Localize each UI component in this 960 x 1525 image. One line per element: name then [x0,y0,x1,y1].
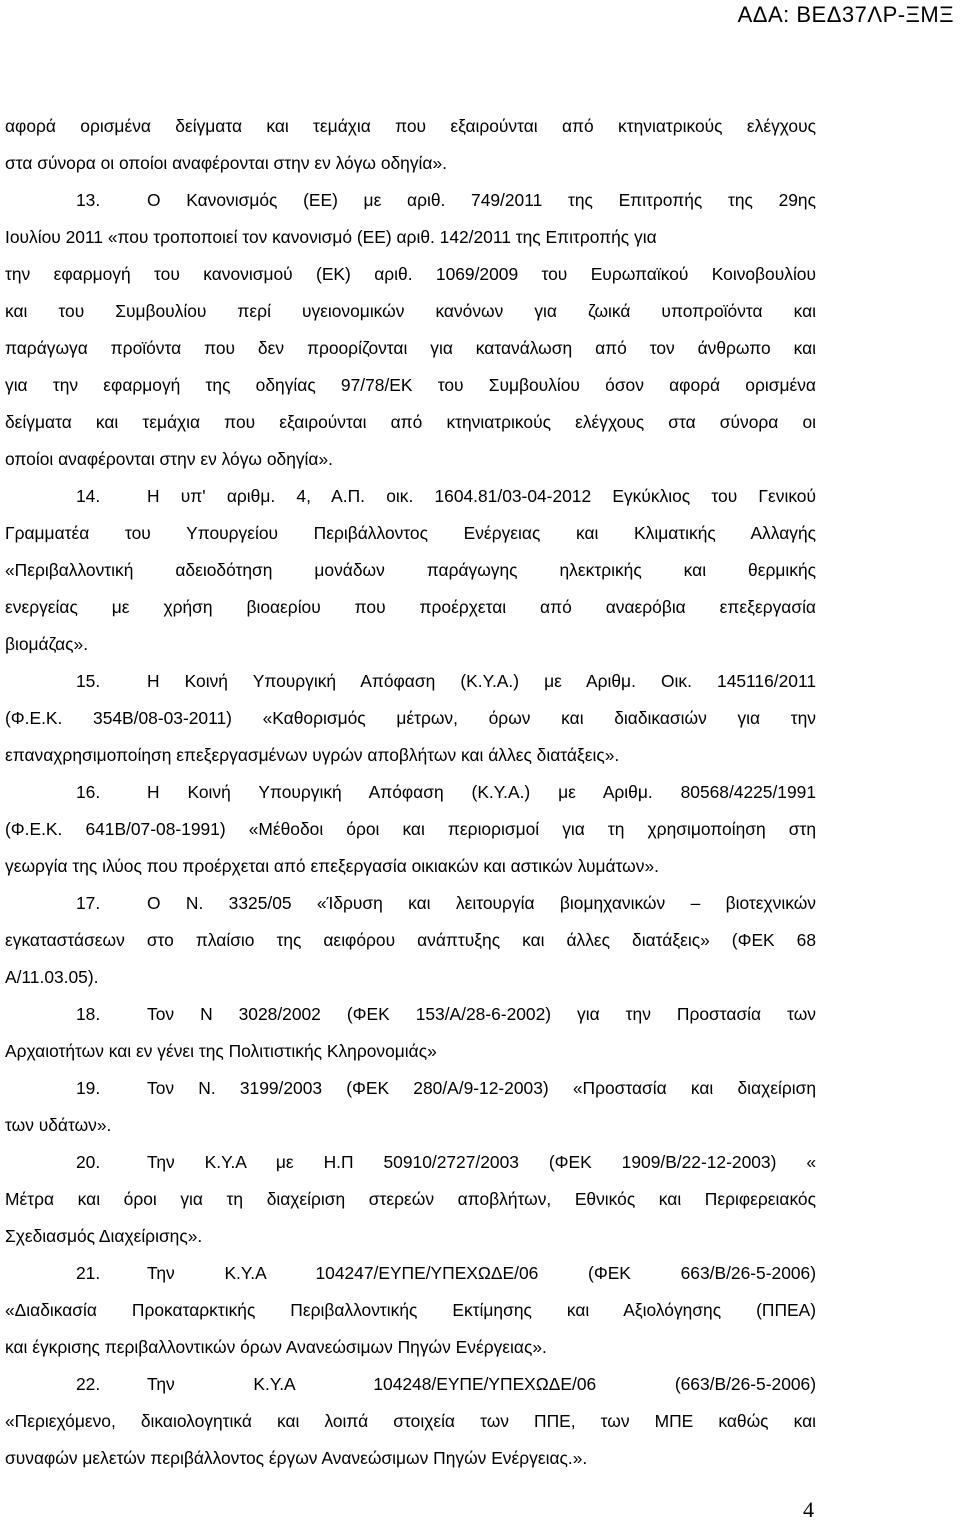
line-text: (Φ.Ε.Κ. 354Β/08-03-2011) «Καθορισμός μέτρων, όρων και διαδικασιών για την [5,708,816,728]
numbered-item-line [5,1144,816,1181]
line-text: Σχεδιασμός Διαχείρισης». [5,1226,203,1246]
numbered-item-line [5,774,816,811]
item-number: 19. [76,1078,101,1098]
numbered-item-line [5,885,816,922]
text-line [5,552,816,589]
text-line [5,1218,816,1255]
line-text: Την Κ.Υ.Α 104248/ΕΥΠΕ/ΥΠΕΧΩΔΕ/06 (663/Β/26-5-2006) [147,1374,816,1394]
line-text: αφορά ορισμένα δείγματα και τεμάχια που εξαιρούνται από κτηνιατρικούς ελέγχους [5,116,816,136]
line-text: Γραμματέα του Υπουργείου Περιβάλλοντος Ενέργειας και Κλιματικής Αλλαγής [5,523,816,543]
line-text: Την Κ.Υ.Α 104247/ΕΥΠΕ/ΥΠΕΧΩΔΕ/06 (ΦΕΚ 663/Β/26-5-2006) [147,1263,816,1283]
item-number: 13. [76,190,101,210]
numbered-item-line [5,478,816,515]
numbered-item-line [5,996,816,1033]
text-line [5,515,816,552]
line-text: «Περιβαλλοντική αδειοδότηση μονάδων παράγωγης ηλεκτρικής και θερμικής [5,560,816,580]
line-text: για την εφαρμογή της οδηγίας 97/78/ΕΚ του Συμβουλίου όσον αφορά ορισμένα [5,375,816,395]
text-line [5,1329,816,1366]
line-text: γεωργία της ιλύος που προέρχεται από επεξεργασία οικιακών και αστικών λυμάτων». [5,856,659,876]
line-text: επαναχρησιμοποίηση επεξεργασμένων υγρών αποβλήτων και άλλες διατάξεις». [5,745,620,765]
item-number: 20. [76,1152,101,1172]
item-number: 22. [76,1374,101,1394]
line-indent [5,1070,76,1107]
line-text: Η Κοινή Υπουργική Απόφαση (Κ.Υ.Α.) με Αριθμ. Οικ. 145116/2011 [147,671,816,691]
line-indent [5,478,76,515]
line-text: «Διαδικασία Προκαταρκτικής Περιβαλλοντικής Εκτίμησης και Αξιολόγησης (ΠΠΕΑ) [5,1300,816,1320]
line-text: την εφαρμογή του κανονισμού (ΕΚ) αριθ. 1069/2009 του Ευρωπαϊκού Κοινοβουλίου [5,264,816,284]
document-id-header: ΑΔΑ: ΒΕΔ37ΛΡ-ΞΜΞ [737,2,954,27]
text-line [5,330,816,367]
item-number: 21. [76,1263,101,1283]
numbered-item-line [5,1366,816,1403]
text-line [5,626,816,663]
text-line [5,700,816,737]
text-line [5,959,816,996]
numbered-item-line [5,182,816,219]
text-line [5,811,816,848]
line-text: συναφών μελετών περιβάλλοντος έργων Ανανεώσιμων Πηγών Ενέργειας.». [5,1448,588,1468]
text-line [5,293,816,330]
line-text: βιομάζας». [5,634,89,654]
text-line [5,441,816,478]
line-indent [5,1366,76,1403]
line-text: δείγματα και τεμάχια που εξαιρούνται από κτηνιατρικούς ελέγχους στα σύνορα οι [5,412,816,432]
text-line [5,1107,816,1144]
item-number: 17. [76,893,101,913]
line-text: Ιουλίου 2011 «που τροποποιεί τον κανονισμό (ΕΕ) αριθ. 142/2011 της Επιτροπής για [5,227,657,247]
numbered-item-line [5,1070,816,1107]
page-number: 4 [803,1497,814,1522]
line-text: και του Συμβουλίου περί υγειονομικών κανόνων για ζωικά υποπροϊόντα και [5,301,816,321]
line-indent [5,774,76,811]
text-line [5,1440,816,1477]
line-text: των υδάτων». [5,1115,112,1135]
text-line [5,1403,816,1440]
line-indent [5,663,76,700]
line-text: στα σύνορα οι οποίοι αναφέρονται στην εν λόγω οδηγία». [5,153,447,173]
text-line [5,922,816,959]
line-text: Τον Ν. 3199/2003 (ΦΕΚ 280/Α/9-12-2003) «Προστασία και διαχείριση [147,1078,816,1098]
line-text: Ο Ν. 3325/05 «Ίδρυση και λειτουργία βιομηχανικών – βιοτεχνικών [147,893,816,913]
text-line [5,737,816,774]
item-number: 15. [76,671,101,691]
line-text: Μέτρα και όροι για τη διαχείριση στερεών αποβλήτων, Εθνικός και Περιφερειακός [5,1189,816,1209]
text-line [5,848,816,885]
line-text: οποίοι αναφέρονται στην εν λόγω οδηγία». [5,449,333,469]
line-indent [5,182,76,219]
line-text: (Φ.Ε.Κ. 641Β/07-08-1991) «Μέθοδοι όροι και περιορισμοί για τη χρησιμοποίηση στη [5,819,816,839]
line-text: εγκαταστάσεων στο πλαίσιο της αειφόρου ανάπτυξης και άλλες διατάξεις» (ΦΕΚ 68 [5,930,816,950]
text-line [5,219,816,256]
numbered-item-line [5,663,816,700]
text-line [5,108,816,145]
text-line [5,589,816,626]
line-text: Αρχαιοτήτων και εν γένει της Πολιτιστικής Κληρονομιάς» [5,1041,437,1061]
line-text: Την Κ.Υ.Α με Η.Π 50910/2727/2003 (ΦΕΚ 1909/Β/22-12-2003) « [147,1152,816,1172]
item-number: 18. [76,1004,101,1024]
text-line [5,1181,816,1218]
line-text: ενεργείας με χρήση βιοαερίου που προέρχεται από αναερόβια επεξεργασία [5,597,816,617]
line-text: Η Κοινή Υπουργική Απόφαση (Κ.Υ.Α.) με Αριθμ. 80568/4225/1991 [147,782,816,802]
document-body [5,108,816,1477]
item-number: 14. [76,486,101,506]
text-line [5,145,816,182]
line-text: και έγκρισης περιβαλλοντικών όρων Ανανεώσιμων Πηγών Ενέργειας». [5,1337,547,1357]
line-text: Ο Κανονισμός (ΕΕ) με αριθ. 749/2011 της Επιτροπής της 29ης [147,190,816,210]
line-indent [5,885,76,922]
line-indent [5,1144,76,1181]
line-text: Α/11.03.05). [5,967,99,987]
text-line [5,1292,816,1329]
line-indent [5,996,76,1033]
line-indent [5,1255,76,1292]
text-line [5,367,816,404]
line-text: Η υπ' αριθμ. 4, Α.Π. οικ. 1604.81/03-04-2012 Εγκύκλιος του Γενικού [147,486,816,506]
text-line [5,404,816,441]
line-text: «Περιεχόμενο, δικαιολογητικά και λοιπά στοιχεία των ΠΠΕ, των ΜΠΕ καθώς και [5,1411,816,1431]
text-line [5,1033,816,1070]
text-line [5,256,816,293]
line-text: παράγωγα προϊόντα που δεν προορίζονται για κατανάλωση από τον άνθρωπο και [5,338,816,358]
line-text: Τον Ν 3028/2002 (ΦΕΚ 153/Α/28-6-2002) για την Προστασία των [147,1004,816,1024]
numbered-item-line [5,1255,816,1292]
item-number: 16. [76,782,101,802]
